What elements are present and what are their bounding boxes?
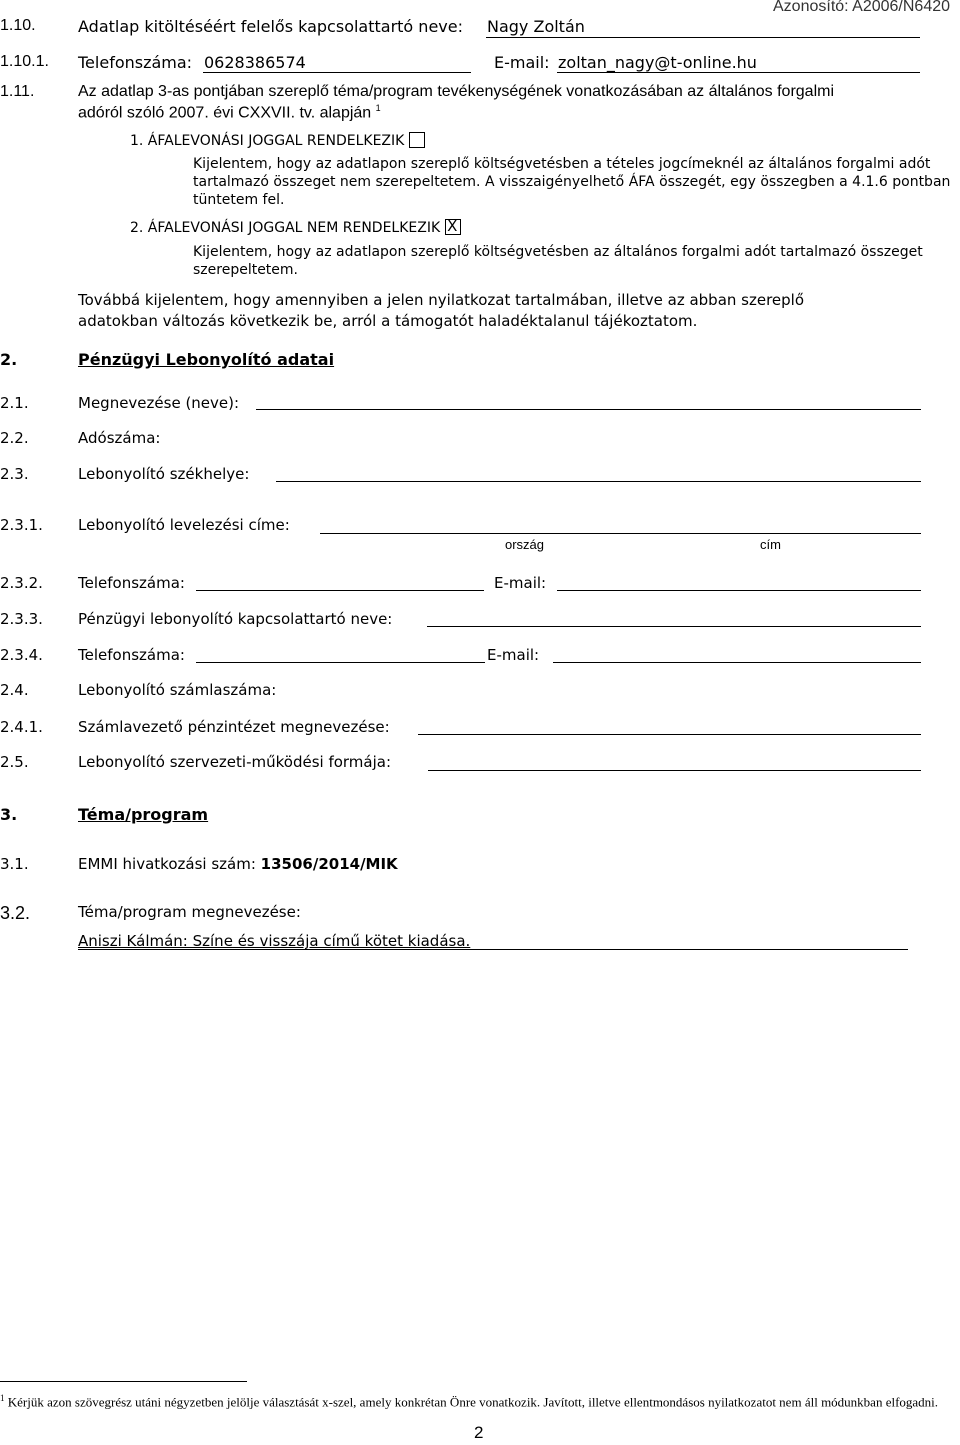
row-2-3-4-phone-field[interactable] — [196, 662, 485, 663]
row-2-3-2-number: 2.3.2. — [0, 574, 43, 592]
row-2-5-number: 2.5. — [0, 753, 29, 771]
row-2-3-4-number: 2.3.4. — [0, 646, 43, 664]
contact-phone-value[interactable]: 0628386574 — [204, 53, 306, 72]
country-caption: ország — [505, 537, 545, 552]
row-2-3-field[interactable] — [276, 481, 921, 482]
row-2-5-label: Lebonyolító szervezeti-működési formája: — [78, 753, 392, 771]
row-2-3-number: 2.3. — [0, 465, 29, 483]
contact-person-label: Adatlap kitöltéséért felelős kapcsolattartó neve: — [78, 17, 463, 36]
vat-option-2-checkbox[interactable]: X — [445, 219, 461, 235]
section-2-title: Pénzügyi Lebonyolító adatai — [78, 350, 335, 369]
section-3-title: Téma/program — [78, 805, 209, 824]
contact-person-underline — [486, 37, 920, 38]
row-2-3-4-email-field[interactable] — [553, 662, 921, 663]
page-number: 2 — [474, 1423, 484, 1442]
row-2-1-field[interactable] — [256, 409, 921, 410]
row-2-4-1-field[interactable] — [418, 734, 921, 735]
footnote-separator — [0, 1381, 247, 1382]
footnote-text: Kérjük azon szövegrész utáni négyzetben jelölje választását x-szel, amely konkrétan Önre vonatkozik. Javított, illetve ellentmondásos nyilatkozatot nem áll módunkban elfogadni. — [7, 1394, 939, 1410]
row-2-3-1-number: 2.3.1. — [0, 516, 43, 534]
row-2-3-1-field[interactable] — [320, 533, 921, 534]
row-3-2-number: 3.2. — [0, 903, 31, 923]
contact-email-value[interactable]: zoltan_nagy@t-online.hu — [558, 53, 757, 72]
change-declaration: Továbbá kijelentem, hogy amennyiben a jelen nyilatkozat tartalmában, illetve az abban szereplő adatokban változás következik be, arról a támogatót haladéktalanul tájékoztatom. — [78, 291, 805, 330]
vat-option-1-heading: 1. ÁFALEVONÁSI JOGGAL RENDELKEZIK — [130, 132, 425, 149]
row-2-5-field[interactable] — [428, 770, 921, 771]
vat-option-2-text: Kijelentem, hogy az adatlapon szereplő költségvetésben az általános forgalmi adót tartalmazó összeget szerepeltetem. — [193, 244, 923, 278]
row-2-3-3-label: Pénzügyi lebonyolító kapcsolattartó neve: — [78, 610, 393, 628]
contact-email-label: E-mail: — [494, 53, 550, 72]
row-2-3-4-label: Telefonszáma: — [78, 646, 185, 664]
row-2-4-1-label: Számlavezető pénzintézet megnevezése: — [78, 718, 390, 736]
row-2-3-2-email-label: E-mail: — [494, 574, 547, 592]
row-2-3-2-email-field[interactable] — [557, 590, 921, 591]
row-2-1-label: Megnevezése (neve): — [78, 394, 240, 412]
vat-option-2-heading: 2. ÁFALEVONÁSI JOGGAL NEM RENDELKEZIK X — [130, 219, 461, 236]
row-2-4-number: 2.4. — [0, 681, 29, 699]
row-2-2-label: Adószáma: — [78, 429, 161, 447]
vat-intro-line-1: Az adatlap 3-as pontjában szereplő téma/program tevékenységének vonatkozásában az általános forgalmi — [78, 83, 835, 100]
row-2-1-number: 2.1. — [0, 394, 29, 412]
contact-phone-underline — [203, 72, 471, 73]
section-number-1-11: 1.11. — [0, 83, 35, 100]
row-2-3-2-phone-field[interactable] — [196, 590, 484, 591]
program-name-underline — [78, 949, 908, 950]
program-name-value[interactable]: Aniszi Kálmán: Színe és visszája című kötet kiadása. — [78, 932, 471, 950]
row-2-3-label: Lebonyolító székhelye: — [78, 465, 250, 483]
row-3-1-number: 3.1. — [0, 855, 29, 873]
footnote — [0, 1390, 958, 1410]
section-number-1-10: 1.10. — [0, 17, 36, 34]
row-2-4-label: Lebonyolító számlaszáma: — [78, 681, 277, 699]
row-3-1-label: EMMI hivatkozási szám: 13506/2014/MIK — [78, 855, 398, 873]
address-caption: cím — [760, 537, 781, 552]
footnote-reference: 1 — [375, 103, 381, 113]
section-2-number: 2. — [0, 350, 18, 369]
section-number-1-10-1: 1.10.1. — [0, 53, 49, 70]
row-2-2-number: 2.2. — [0, 429, 29, 447]
contact-phone-label: Telefonszáma: — [78, 53, 193, 72]
row-2-3-3-field[interactable] — [427, 626, 921, 627]
row-3-2-label: Téma/program megnevezése: — [78, 903, 301, 921]
row-2-4-1-number: 2.4.1. — [0, 718, 43, 736]
row-2-3-3-number: 2.3.3. — [0, 610, 43, 628]
vat-intro-line-2: adóról szóló 2007. évi CXXVII. tv. alapján $^1$ — [78, 103, 381, 122]
vat-option-1-checkbox[interactable] — [409, 132, 425, 148]
section-3-number: 3. — [0, 805, 18, 824]
footnote-mark: 1 — [0, 1393, 5, 1403]
row-2-3-2-label: Telefonszáma: — [78, 574, 185, 592]
contact-email-underline — [557, 72, 920, 73]
row-3-1-value: 13506/2014/MIK — [260, 855, 398, 873]
contact-person-value[interactable]: Nagy Zoltán — [487, 17, 585, 36]
row-2-3-1-label: Lebonyolító levelezési címe: — [78, 516, 290, 534]
row-2-3-4-email-label: E-mail: — [487, 646, 540, 664]
vat-option-1-text: Kijelentem, hogy az adatlapon szereplő költségvetésben a tételes jogcímeknél az általános forgalmi adót tartalmazó összeget nem szerepeltetem. A visszaigényelhető ÁFA összegét, egy összegben a 4.1.6 pontban tüntetem fel. — [193, 156, 951, 208]
document-identifier: Azonosító: A2006/N6420 — [773, 0, 951, 15]
